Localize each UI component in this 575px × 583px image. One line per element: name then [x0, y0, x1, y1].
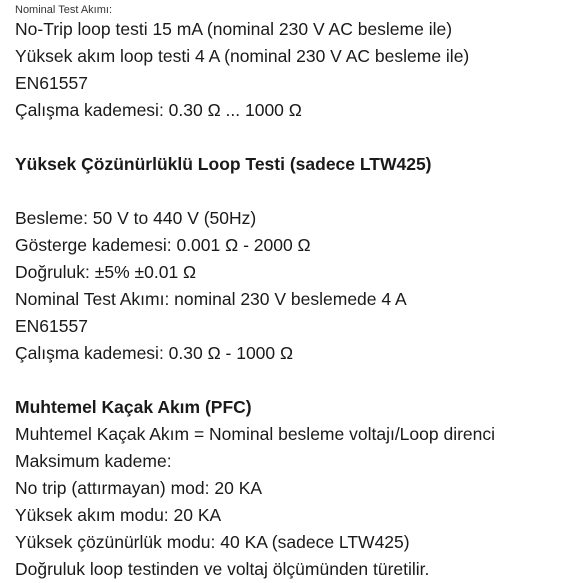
section-heading: Muhtemel Kaçak Akım (PFC)	[15, 397, 252, 417]
spec-line: Muhtemel Kaçak Akım = Nominal besleme voltajı/Loop direnci	[15, 424, 496, 444]
loop-test-specs	[15, 16, 575, 124]
spec-document	[15, 0, 575, 583]
caption-nominal-test-current: Nominal Test Akımı:	[15, 4, 112, 16]
spacer	[15, 367, 575, 394]
spec-line: EN61557	[15, 73, 88, 93]
spec-line: No-Trip loop testi 15 mA (nominal 230 V AC besleme ile)	[15, 19, 453, 39]
spec-line: Yüksek akım modu: 20 KA	[15, 505, 222, 525]
prospective-fault-current-section	[15, 394, 575, 583]
spacer	[15, 178, 575, 205]
section-heading: Yüksek Çözünürlüklü Loop Testi (sadece LTW425)	[15, 154, 432, 174]
spec-line: Yüksek akım loop testi 4 A (nominal 230 V AC besleme ile)	[15, 46, 470, 66]
spec-line: Doğruluk: ±5% ±0.01 Ω	[15, 262, 197, 282]
spec-line: Çalışma kademesi: 0.30 Ω ... 1000 Ω	[15, 100, 302, 120]
spec-line: Doğruluk loop testinden ve voltaj ölçümünden türetilir.	[15, 559, 430, 579]
spec-line: Yüksek çözünürlük modu: 40 KA (sadece LTW425)	[15, 532, 410, 552]
spec-line: Maksimum kademe:	[15, 451, 172, 471]
spacer	[15, 124, 575, 151]
spec-line: Besleme: 50 V to 440 V (50Hz)	[15, 208, 257, 228]
spec-line: Gösterge kademesi: 0.001 Ω - 2000 Ω	[15, 235, 311, 255]
spec-line: EN61557	[15, 316, 88, 336]
high-resolution-loop-test-section	[15, 151, 575, 367]
spec-line: Çalışma kademesi: 0.30 Ω - 1000 Ω	[15, 343, 294, 363]
spec-line: Nominal Test Akımı: nominal 230 V beslemede 4 A	[15, 289, 407, 309]
spec-line: No trip (attırmayan) mod: 20 KA	[15, 478, 263, 498]
